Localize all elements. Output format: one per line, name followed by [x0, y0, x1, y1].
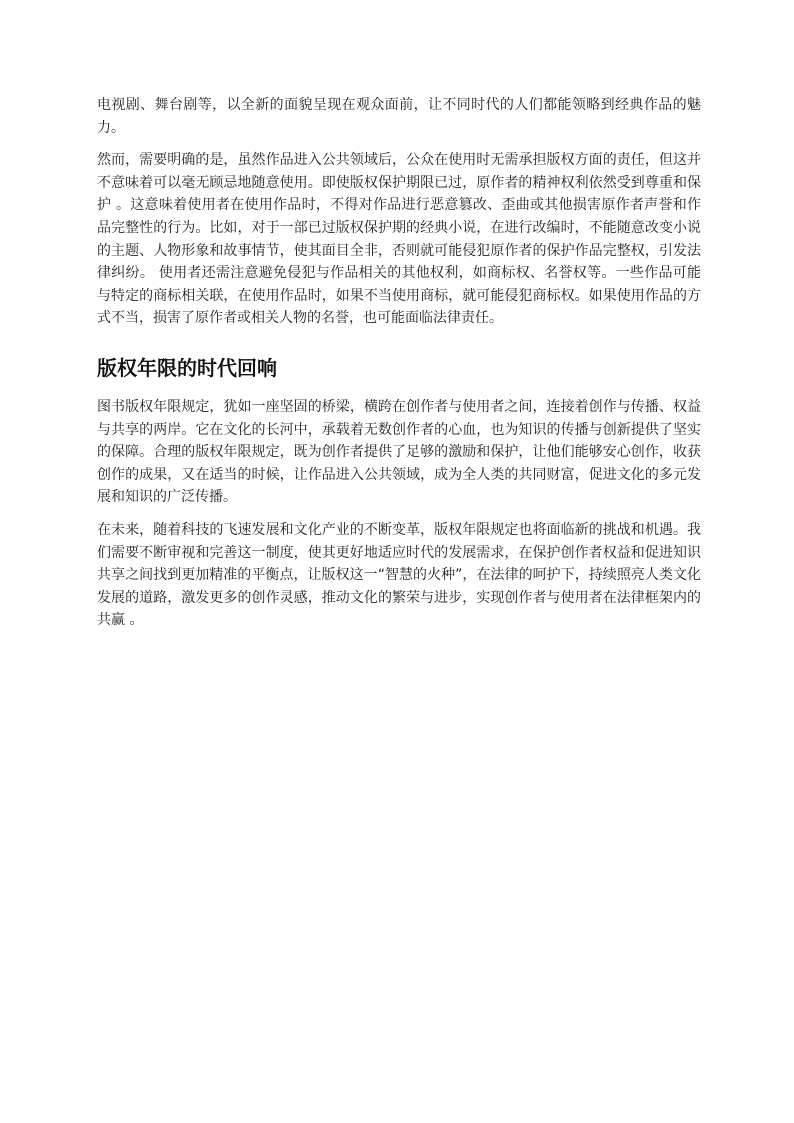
paragraph-copyright-bridge: 图书版权年限规定，犹如一座坚固的桥梁，横跨在创作者与使用者之间，连接着创作与传播、权益与共享的两岸。它在文化的长河中，承载着无数创作者的心血，也为知识的传播与创新提供了坚实的保障。合理的版权年限规定，既为创作者提供了足够的激励和保护，让他们能够安心创作，收获创作的成果，又在适当的时候，让作品进入公共领域，成为全人类的共同财富，促进文化的多元发展和知识的广泛传播。: [97, 398, 701, 506]
paragraph-continuation: 电视剧、舞台剧等，以全新的面貌呈现在观众面前，让不同时代的人们都能领略到经典作品的魅力。: [97, 97, 701, 136]
paragraph-public-domain-limits: 然而，需要明确的是，虽然作品进入公共领域后，公众在使用时无需承担版权方面的责任，但这并不意味着可以毫无顾忌地随意使用。即使版权保护期限已过，原作者的精神权利依然受到尊重和保护 。这意味着使用者在使用作品时，不得对作品进行恶意篡改、歪曲或其他损害原作者声誉和作品完整性的行为。比如，对于一部已过版权保护期的经典小说，在进行改编时，不能随意改变小说的主题、人物形象和故事情节，使其面目全非，否则就可能侵犯原作者的保护作品完整权，引发法律纠纷。 使用者还需注意避免侵犯与作品相关的其他权利，如商标权、名誉权等。一些作品可能与特定的商标相关联，在使用作品时，如果不当使用商标，就可能侵犯商标权。如果使用作品的方式不当，损害了原作者或相关人物的名誉，也可能面临法律责任。: [97, 152, 701, 327]
document-page: [97, 94, 701, 632]
paragraph-future-outlook: 在未来，随着科技的飞速发展和文化产业的不断变革，版权年限规定也将面临新的挑战和机遇。我们需要不断审视和完善这一制度，使其更好地适应时代的发展需求，在保护创作者权益和促进知识共享之间找到更加精准的平衡点，让版权这一“智慧的火种”，在法律的呵护下，持续照亮人类文化发展的道路，激发更多的创作灵感，推动文化的繁荣与进步，实现创作者与使用者在法律框架内的共赢 。: [97, 521, 701, 629]
section-heading: 版权年限的时代回响: [97, 355, 277, 380]
